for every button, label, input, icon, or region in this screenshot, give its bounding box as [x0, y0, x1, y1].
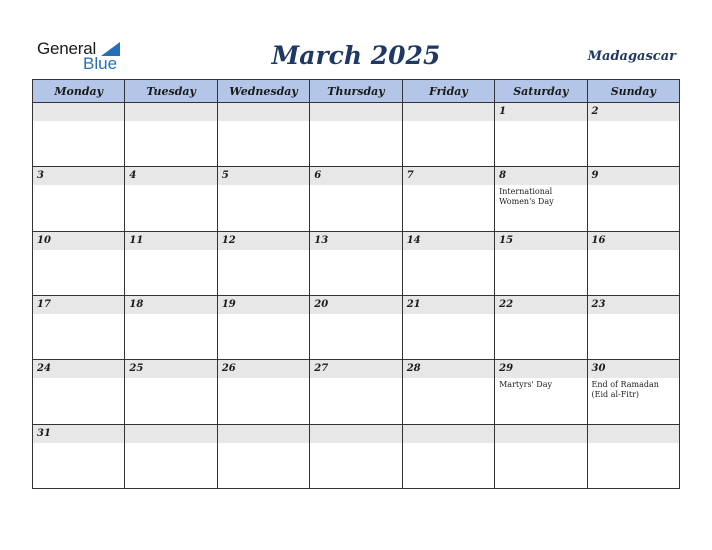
page-title: March 2025 — [271, 41, 441, 70]
day-cell — [587, 231, 679, 295]
day-cell — [33, 167, 125, 231]
country-name: Madagascar — [587, 49, 676, 64]
holiday-label — [403, 185, 494, 187]
day-number — [403, 103, 494, 121]
week-row — [33, 295, 680, 359]
day-number: 18 — [125, 296, 216, 314]
day-cell — [217, 360, 309, 424]
holiday-label — [218, 443, 309, 445]
day-cell — [402, 103, 494, 167]
day-cell — [402, 231, 494, 295]
weekday-header: Saturday — [495, 80, 587, 103]
day-cell — [495, 360, 587, 424]
holiday-label — [125, 121, 216, 123]
holiday-label — [310, 378, 401, 380]
day-number — [125, 425, 216, 443]
day-number: 8 — [495, 167, 586, 185]
day-number — [125, 103, 216, 121]
day-number: 3 — [33, 167, 124, 185]
holiday-label — [588, 250, 679, 252]
week-row — [33, 360, 680, 424]
day-cell — [310, 295, 402, 359]
holiday-label — [218, 185, 309, 187]
day-cell — [33, 103, 125, 167]
holiday-label: Martyrs' Day — [499, 380, 553, 390]
week-row — [33, 167, 680, 231]
day-number: 23 — [588, 296, 679, 314]
holiday-label — [588, 443, 679, 445]
day-cell — [310, 103, 402, 167]
day-number — [310, 425, 401, 443]
calendar-grid — [32, 79, 680, 489]
holiday-label — [403, 443, 494, 445]
weekday-header: Monday — [33, 80, 125, 103]
day-number: 6 — [310, 167, 401, 185]
day-number: 27 — [310, 360, 401, 378]
logo-text-blue: Blue — [83, 54, 118, 73]
holiday-label — [495, 121, 586, 123]
holiday-label — [33, 443, 124, 445]
holiday-label: End of Ramadan (Eid al-Fitr) — [591, 380, 659, 400]
day-number: 19 — [218, 296, 309, 314]
weekday-header: Wednesday — [217, 80, 309, 103]
week-row — [33, 424, 680, 488]
day-cell — [402, 295, 494, 359]
weekday-header: Friday — [402, 80, 494, 103]
day-number: 17 — [33, 296, 124, 314]
day-cell — [587, 295, 679, 359]
holiday-label — [125, 443, 216, 445]
day-number — [218, 425, 309, 443]
week-row — [33, 103, 680, 167]
day-number — [495, 425, 586, 443]
holiday-label — [310, 250, 401, 252]
holiday-label — [403, 250, 494, 252]
day-cell — [217, 231, 309, 295]
holiday-label — [218, 378, 309, 380]
day-cell — [217, 295, 309, 359]
day-cell — [587, 167, 679, 231]
day-number: 20 — [310, 296, 401, 314]
day-cell — [495, 424, 587, 488]
day-number: 25 — [125, 360, 216, 378]
logo-text-general: General — [37, 39, 97, 58]
weekday-header: Sunday — [587, 80, 679, 103]
day-number: 31 — [33, 425, 124, 443]
holiday-label — [403, 378, 494, 380]
holiday-label — [33, 121, 124, 123]
holiday-label — [310, 185, 401, 187]
holiday-label — [495, 314, 586, 316]
day-number: 12 — [218, 232, 309, 250]
day-cell — [587, 424, 679, 488]
day-cell — [587, 360, 679, 424]
day-cell — [495, 103, 587, 167]
holiday-label — [403, 121, 494, 123]
day-cell — [495, 295, 587, 359]
holiday-label — [33, 250, 124, 252]
weekday-header: Thursday — [310, 80, 402, 103]
weekday-header-row — [33, 80, 680, 103]
day-number: 7 — [403, 167, 494, 185]
day-cell — [310, 231, 402, 295]
day-cell — [495, 167, 587, 231]
holiday-label — [310, 121, 401, 123]
day-cell — [33, 424, 125, 488]
day-cell — [310, 360, 402, 424]
holiday-label — [125, 314, 216, 316]
day-cell — [125, 231, 217, 295]
day-number: 4 — [125, 167, 216, 185]
day-cell — [402, 360, 494, 424]
day-cell — [125, 167, 217, 231]
day-number — [588, 425, 679, 443]
day-number: 9 — [588, 167, 679, 185]
day-number: 15 — [495, 232, 586, 250]
holiday-label — [125, 250, 216, 252]
day-number: 30 — [588, 360, 679, 378]
day-cell — [33, 231, 125, 295]
day-cell — [125, 360, 217, 424]
holiday-label: International Women's Day — [499, 187, 554, 207]
day-number: 26 — [218, 360, 309, 378]
day-number: 1 — [495, 103, 586, 121]
day-number: 29 — [495, 360, 586, 378]
day-cell — [125, 103, 217, 167]
day-cell — [125, 424, 217, 488]
holiday-label — [125, 378, 216, 380]
holiday-label — [218, 314, 309, 316]
holiday-label — [403, 314, 494, 316]
day-cell — [587, 103, 679, 167]
holiday-label — [310, 314, 401, 316]
holiday-label — [33, 185, 124, 187]
day-number: 16 — [588, 232, 679, 250]
day-cell — [33, 295, 125, 359]
day-number — [218, 103, 309, 121]
holiday-label — [310, 443, 401, 445]
day-cell — [310, 167, 402, 231]
holiday-label — [495, 443, 586, 445]
holiday-label — [218, 121, 309, 123]
day-cell — [495, 231, 587, 295]
holiday-label — [33, 314, 124, 316]
day-number: 10 — [33, 232, 124, 250]
calendar-body — [33, 103, 680, 489]
weekday-header: Tuesday — [125, 80, 217, 103]
day-number: 2 — [588, 103, 679, 121]
holiday-label — [218, 250, 309, 252]
holiday-label — [588, 314, 679, 316]
holiday-label — [588, 185, 679, 187]
day-number: 5 — [218, 167, 309, 185]
day-number: 14 — [403, 232, 494, 250]
day-number — [33, 103, 124, 121]
day-cell — [310, 424, 402, 488]
day-number: 11 — [125, 232, 216, 250]
day-cell — [217, 424, 309, 488]
day-number: 28 — [403, 360, 494, 378]
day-cell — [402, 167, 494, 231]
day-cell — [217, 167, 309, 231]
day-cell — [125, 295, 217, 359]
day-cell — [217, 103, 309, 167]
day-number: 13 — [310, 232, 401, 250]
day-number: 24 — [33, 360, 124, 378]
holiday-label — [588, 121, 679, 123]
day-cell — [402, 424, 494, 488]
holiday-label — [33, 378, 124, 380]
holiday-label — [125, 185, 216, 187]
day-number: 21 — [403, 296, 494, 314]
holiday-label — [495, 250, 586, 252]
week-row — [33, 231, 680, 295]
day-cell — [33, 360, 125, 424]
day-number — [403, 425, 494, 443]
day-number — [310, 103, 401, 121]
day-number: 22 — [495, 296, 586, 314]
